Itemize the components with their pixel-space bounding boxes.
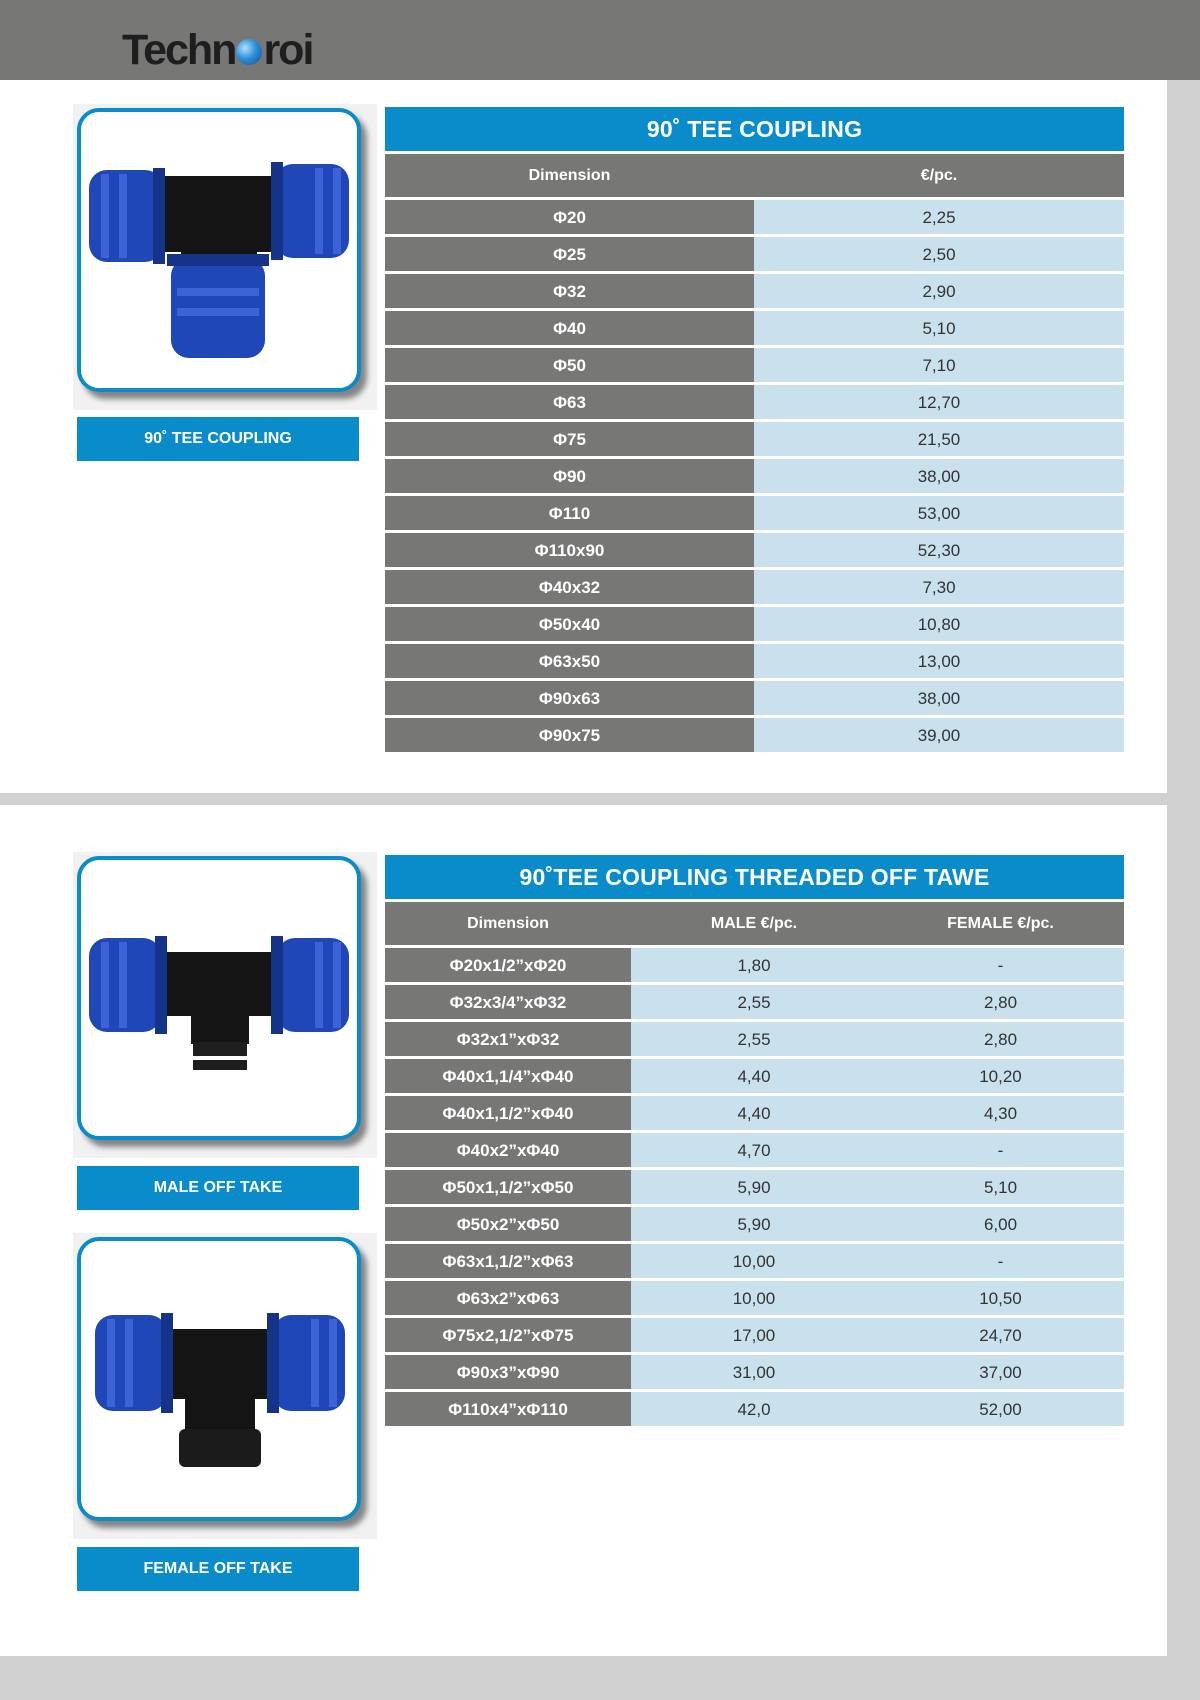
cell-dimension: Φ63x50 [385,644,754,678]
cell-dimension: Φ25 [385,237,754,271]
cell-male-price: 5,90 [631,1207,877,1241]
table-row [385,533,1124,567]
cell-dimension: Φ50x2”xΦ50 [385,1207,631,1241]
cell-price: 21,50 [754,422,1124,456]
male-off-take-photo [77,856,361,1140]
tee-coupling-caption: 90˚ TEE COUPLING [77,417,359,461]
table-row [385,311,1124,345]
cell-female-price: - [877,1133,1124,1167]
cell-female-price: 5,10 [877,1170,1124,1204]
table-row [385,237,1124,271]
cell-male-price: 10,00 [631,1244,877,1278]
tee-coupling-price-table [385,107,1124,752]
table-title: 90˚ TEE COUPLING [385,107,1124,151]
cell-male-price: 4,40 [631,1096,877,1130]
cell-price: 53,00 [754,496,1124,530]
cell-price: 2,90 [754,274,1124,308]
logo-text-start: Techn [122,26,236,74]
cell-dimension: Φ40x32 [385,570,754,604]
table-row [385,1059,1124,1093]
tee-coupling-illustration [81,112,357,388]
cell-male-price: 10,00 [631,1281,877,1315]
cell-female-price: - [877,948,1124,982]
table-row [385,200,1124,234]
cell-dimension: Φ63x2”xΦ63 [385,1281,631,1315]
cell-dimension: Φ90x3”xΦ90 [385,1355,631,1389]
cell-price: 7,10 [754,348,1124,382]
cell-dimension: Φ32x3/4”xΦ32 [385,985,631,1019]
cell-dimension: Φ40 [385,311,754,345]
cell-dimension: Φ40x2”xΦ40 [385,1133,631,1167]
cell-dimension: Φ40x1,1/2”xΦ40 [385,1096,631,1130]
cell-female-price: 10,20 [877,1059,1124,1093]
cell-dimension: Φ75 [385,422,754,456]
table-row [385,681,1124,715]
table-row [385,948,1124,982]
cell-price: 12,70 [754,385,1124,419]
cell-dimension: Φ50 [385,348,754,382]
column-header-dimension: Dimension [467,915,549,932]
table-row [385,1170,1124,1204]
cell-price: 39,00 [754,718,1124,752]
cell-male-price: 31,00 [631,1355,877,1389]
table-row [385,422,1124,456]
cell-female-price: 52,00 [877,1392,1124,1426]
column-header-female-price: FEMALE €/pc. [947,915,1054,932]
column-header-dimension: Dimension [528,167,611,184]
cell-male-price: 2,55 [631,985,877,1019]
column-header-male-price: MALE €/pc. [710,915,798,932]
table-row [385,1355,1124,1389]
cell-price: 2,25 [754,200,1124,234]
table-row [385,1281,1124,1315]
cell-male-price: 42,0 [631,1392,877,1426]
threaded-tee-price-table [385,855,1124,1426]
cell-price: 52,30 [754,533,1124,567]
cell-dimension: Φ110 [385,496,754,530]
table-row [385,1244,1124,1278]
cell-dimension: Φ50x40 [385,607,754,641]
table-row [385,1207,1124,1241]
cell-female-price: - [877,1244,1124,1278]
table-row [385,607,1124,641]
cell-price: 2,50 [754,237,1124,271]
table-row [385,570,1124,604]
cell-dimension: Φ40x1,1/4”xΦ40 [385,1059,631,1093]
table-row [385,1133,1124,1167]
cell-female-price: 24,70 [877,1318,1124,1352]
female-off-take-photo-frame [73,1233,377,1539]
cell-price: 10,80 [754,607,1124,641]
header-bar [0,0,1200,80]
cell-male-price: 4,70 [631,1133,877,1167]
table-row [385,1022,1124,1056]
male-off-take-illustration [81,860,357,1136]
logo-text-end: roi [263,26,313,74]
male-off-take-caption: MALE OFF TAKE [77,1166,359,1210]
table-header [385,902,1124,945]
table-body [385,948,1124,1426]
tee-coupling-photo-frame [73,104,377,410]
table-row [385,718,1124,752]
cell-dimension: Φ75x2,1/2”xΦ75 [385,1318,631,1352]
cell-dimension: Φ63x1,1/2”xΦ63 [385,1244,631,1278]
section-divider [0,793,1167,805]
cell-dimension: Φ90 [385,459,754,493]
cell-female-price: 6,00 [877,1207,1124,1241]
cell-price: 5,10 [754,311,1124,345]
cell-dimension: Φ110x90 [385,533,754,567]
cell-dimension: Φ50x1,1/2”xΦ50 [385,1170,631,1204]
footer-band [0,1656,1200,1700]
cell-dimension: Φ110x4”xΦ110 [385,1392,631,1426]
table-title: 90˚TEE COUPLING THREADED OFF TAWE [385,855,1124,899]
table-row [385,644,1124,678]
cell-female-price: 2,80 [877,1022,1124,1056]
table-row [385,385,1124,419]
cell-male-price: 17,00 [631,1318,877,1352]
table-row [385,348,1124,382]
table-row [385,459,1124,493]
cell-price: 13,00 [754,644,1124,678]
female-off-take-caption: FEMALE OFF TAKE [77,1547,359,1591]
female-off-take-illustration [81,1241,357,1517]
cell-price: 38,00 [754,459,1124,493]
cell-dimension: Φ20x1/2”xΦ20 [385,948,631,982]
cell-male-price: 1,80 [631,948,877,982]
right-margin-strip [1167,80,1200,1700]
cell-dimension: Φ20 [385,200,754,234]
cell-price: 7,30 [754,570,1124,604]
table-row [385,985,1124,1019]
female-off-take-photo [77,1237,361,1521]
table-row [385,1318,1124,1352]
table-header [385,154,1124,197]
table-body [385,200,1124,752]
cell-male-price: 4,40 [631,1059,877,1093]
cell-dimension: Φ90x75 [385,718,754,752]
cell-female-price: 37,00 [877,1355,1124,1389]
column-header-price: €/pc. [920,167,958,184]
cell-dimension: Φ32 [385,274,754,308]
table-row [385,1096,1124,1130]
male-off-take-photo-frame [73,852,377,1158]
cell-price: 38,00 [754,681,1124,715]
globe-icon [236,39,262,65]
cell-female-price: 4,30 [877,1096,1124,1130]
brand-logo[interactable] [122,26,312,74]
cell-male-price: 5,90 [631,1170,877,1204]
table-row [385,274,1124,308]
cell-male-price: 2,55 [631,1022,877,1056]
cell-female-price: 2,80 [877,985,1124,1019]
cell-dimension: Φ63 [385,385,754,419]
table-row [385,1392,1124,1426]
cell-dimension: Φ90x63 [385,681,754,715]
cell-dimension: Φ32x1”xΦ32 [385,1022,631,1056]
cell-female-price: 10,50 [877,1281,1124,1315]
tee-coupling-photo [77,108,361,392]
table-row [385,496,1124,530]
